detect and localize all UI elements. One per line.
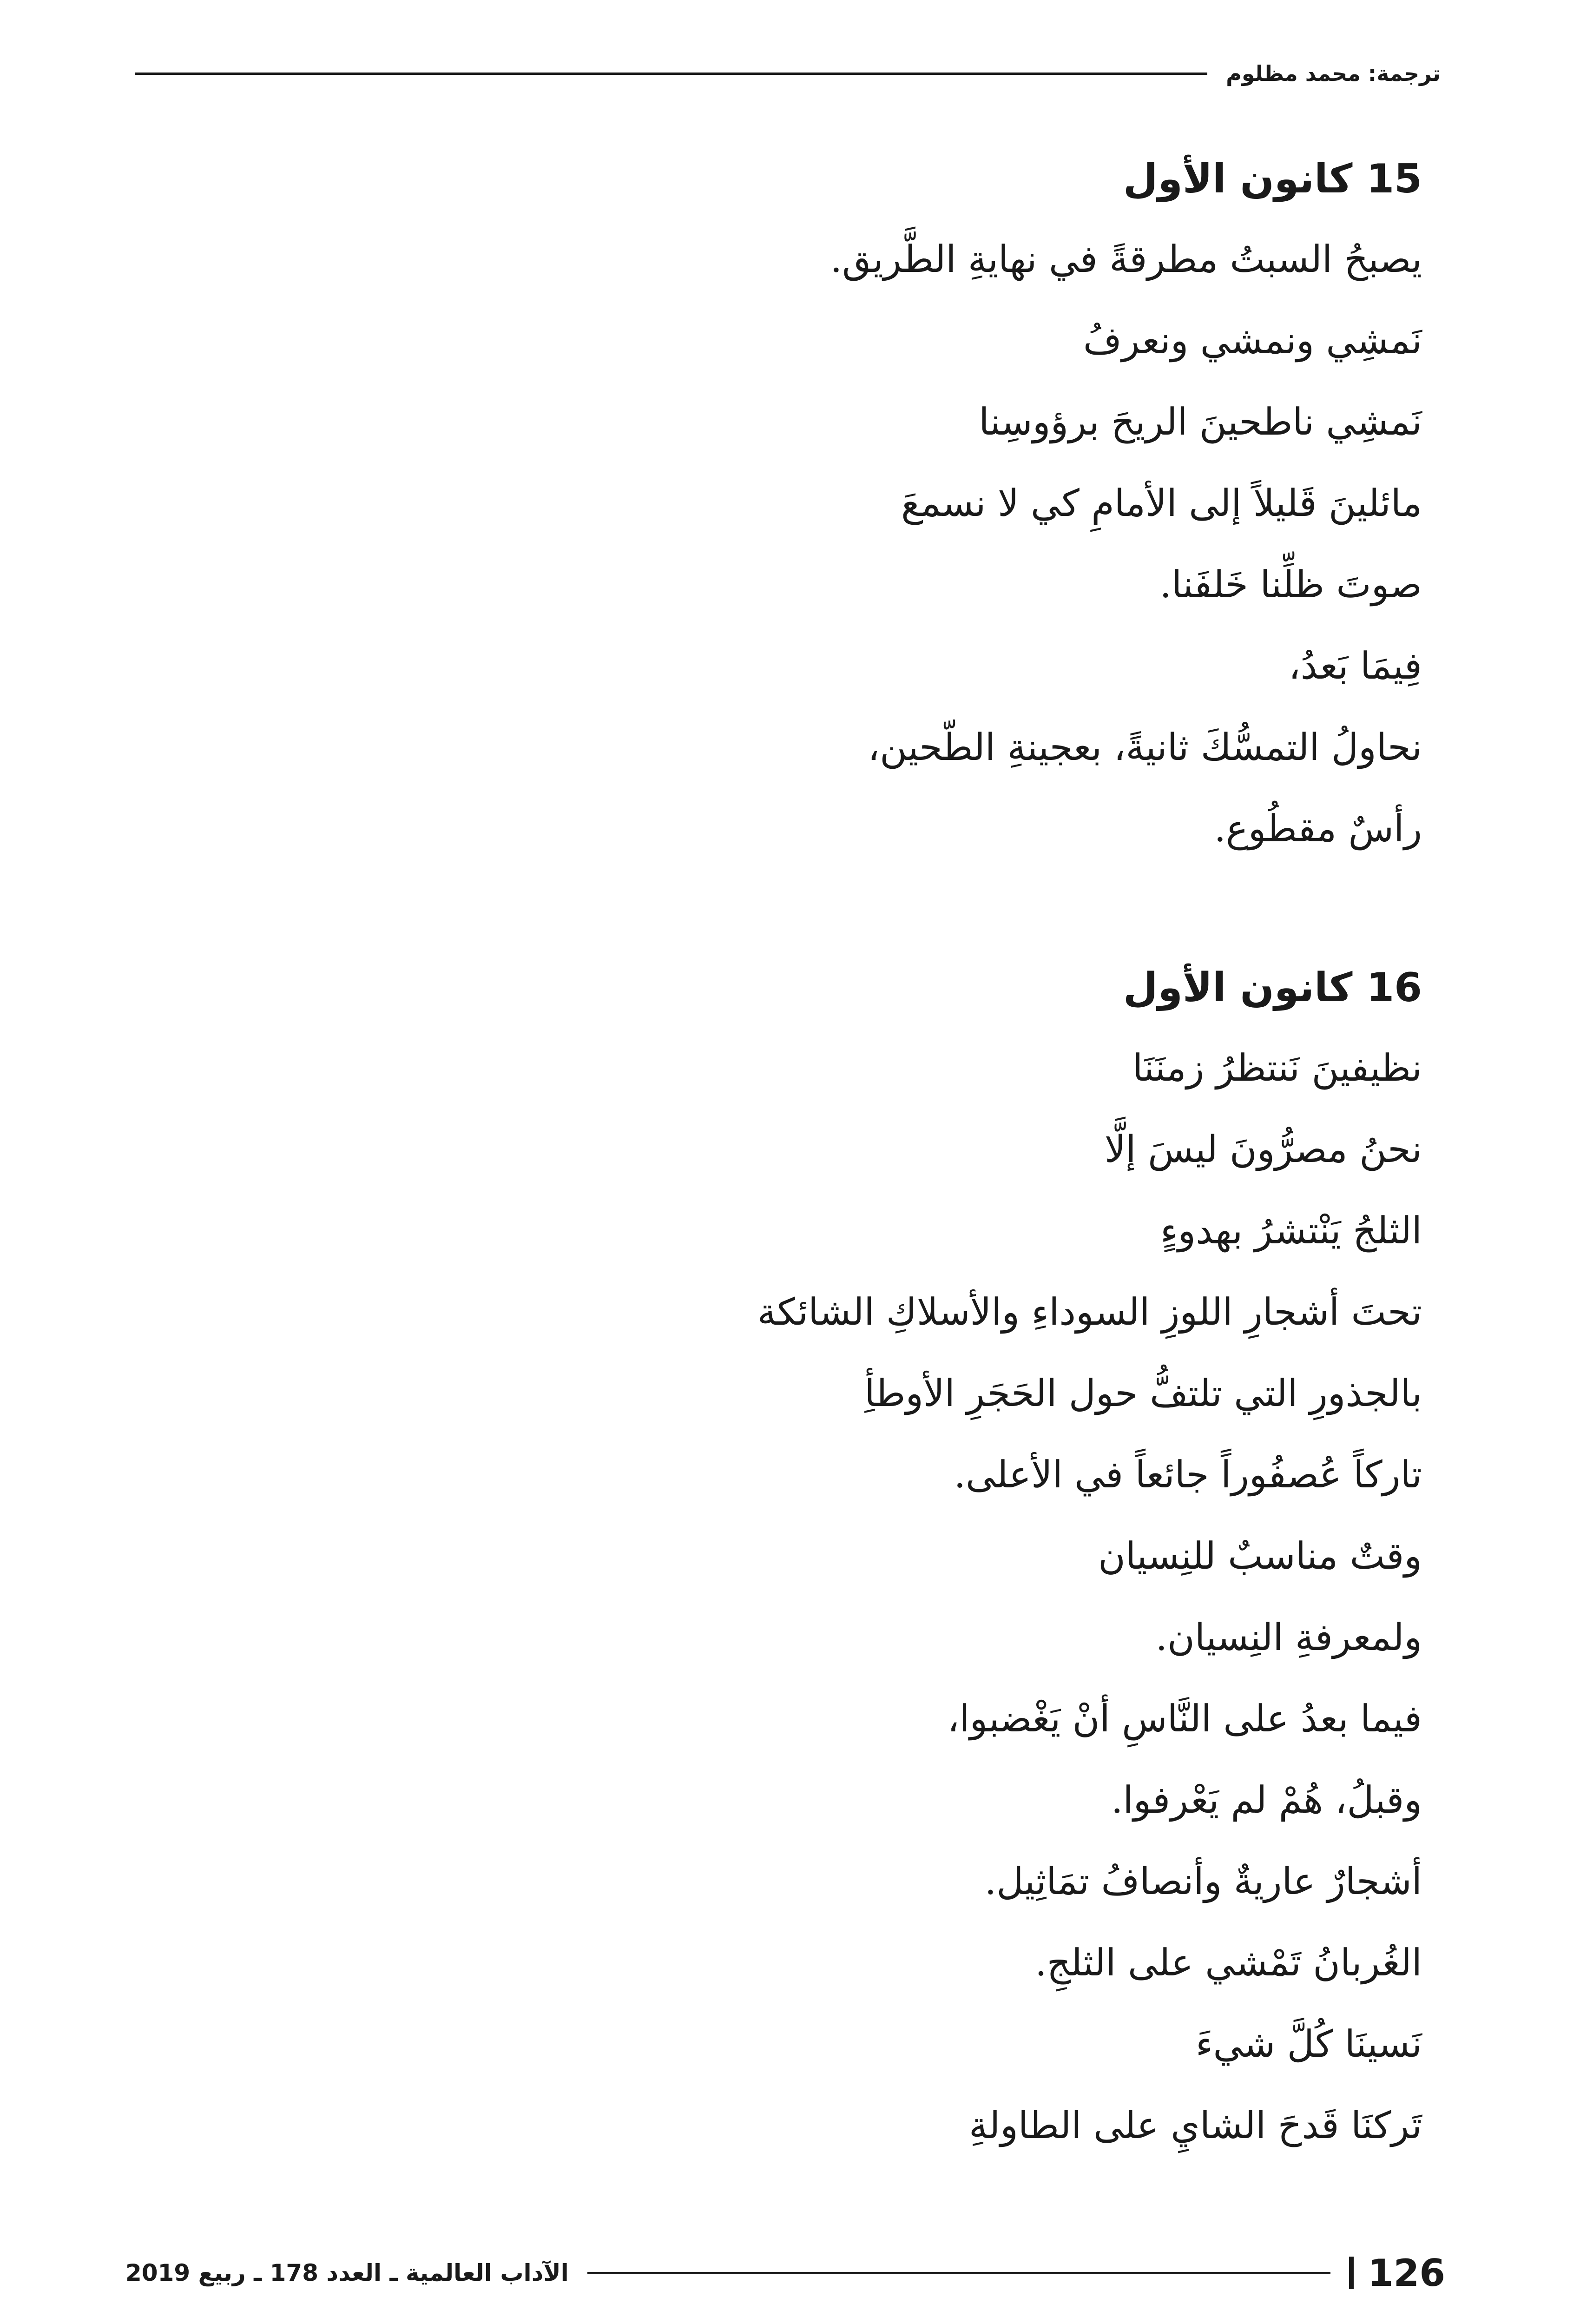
poem-line: نَمشِي ناطحينَ الريحَ برؤوسِنا	[979, 400, 1422, 443]
poem-line: وقبلُ، هُمْ لم يَعْرفوا.	[1111, 1778, 1422, 1822]
poem-line: نَمشِي ونمشي ونعرفُ	[1083, 319, 1422, 362]
poem-line: نَسينَا كُلَّ شيءَ	[1195, 2022, 1422, 2066]
poem-line: فيما بعدُ على النَّاسِ أنْ يَغْضبوا،	[947, 1697, 1422, 1740]
poem-content	[167, 139, 1422, 2166]
poem-line: الغُربانُ تَمْشي على الثلجِ.	[1035, 1941, 1422, 1984]
poem-section	[167, 948, 1422, 2166]
poem-line: يصبحُ السبتُ مطرقةً في نهايةِ الطَّريق.	[830, 238, 1422, 281]
poem-line: وقتٌ مناسبٌ للنِسيان	[1098, 1534, 1422, 1578]
section-title: 16 كانون الأول	[1123, 964, 1422, 1011]
poem-line: صوتَ ظلِّنا خَلفَنا.	[1159, 563, 1422, 606]
footer-separator	[1349, 2257, 1354, 2289]
poem-line: تحتَ أشجارِ اللوزِ السوداءِ والأسلاكِ الشائكة	[757, 1290, 1422, 1334]
footer-rule	[587, 2272, 1330, 2274]
poem-line: نحنُ مصرُّونَ ليسَ إلَّا	[1104, 1128, 1422, 1171]
poem-line: فِيمَا بَعدُ،	[1288, 644, 1422, 687]
poem-section	[167, 139, 1422, 869]
journal-issue: الآداب العالمية ـ العدد 178 ـ ربيع 2019	[125, 2259, 569, 2286]
poem-line: نحاولُ التمسُّكَ ثانيةً، بعجينةِ الطّحين،	[868, 726, 1422, 769]
poem-line: رأسٌ مقطُوع.	[1214, 807, 1422, 850]
header-rule	[135, 73, 1207, 75]
poem-line: الثلجُ يَنْتشرُ بهدوءٍ	[1160, 1209, 1422, 1252]
section-title: 15 كانون الأول	[1123, 156, 1422, 202]
poem-line: ولمعرفةِ النِسيان.	[1155, 1616, 1422, 1659]
section-gap	[167, 869, 1422, 948]
poem-line: تاركاً عُصفُوراً جائعاً في الأعلى.	[954, 1453, 1422, 1496]
poem-line: مائلينَ قَليلاً إلى الأمامِ كي لا نسمعَ	[901, 482, 1422, 525]
poem-line: تَركنَا قَدحَ الشايِ على الطاولةِ	[969, 2104, 1422, 2147]
poem-line: نظيفينَ نَنتظرُ زمنَنَا	[1132, 1046, 1422, 1089]
poem-line: أشجارٌ عاريةٌ وأنصافُ تمَاثِيل.	[984, 1860, 1422, 1903]
page-footer	[125, 2245, 1445, 2301]
translator-credit: ترجمة: محمد مظلوم	[1226, 61, 1441, 86]
page-header	[135, 55, 1441, 92]
poem-line: بالجذورِ التي تلتفُّ حول الحَجَرِ الأوطأِ	[864, 1372, 1422, 1415]
page-number: 126	[1368, 2251, 1445, 2295]
